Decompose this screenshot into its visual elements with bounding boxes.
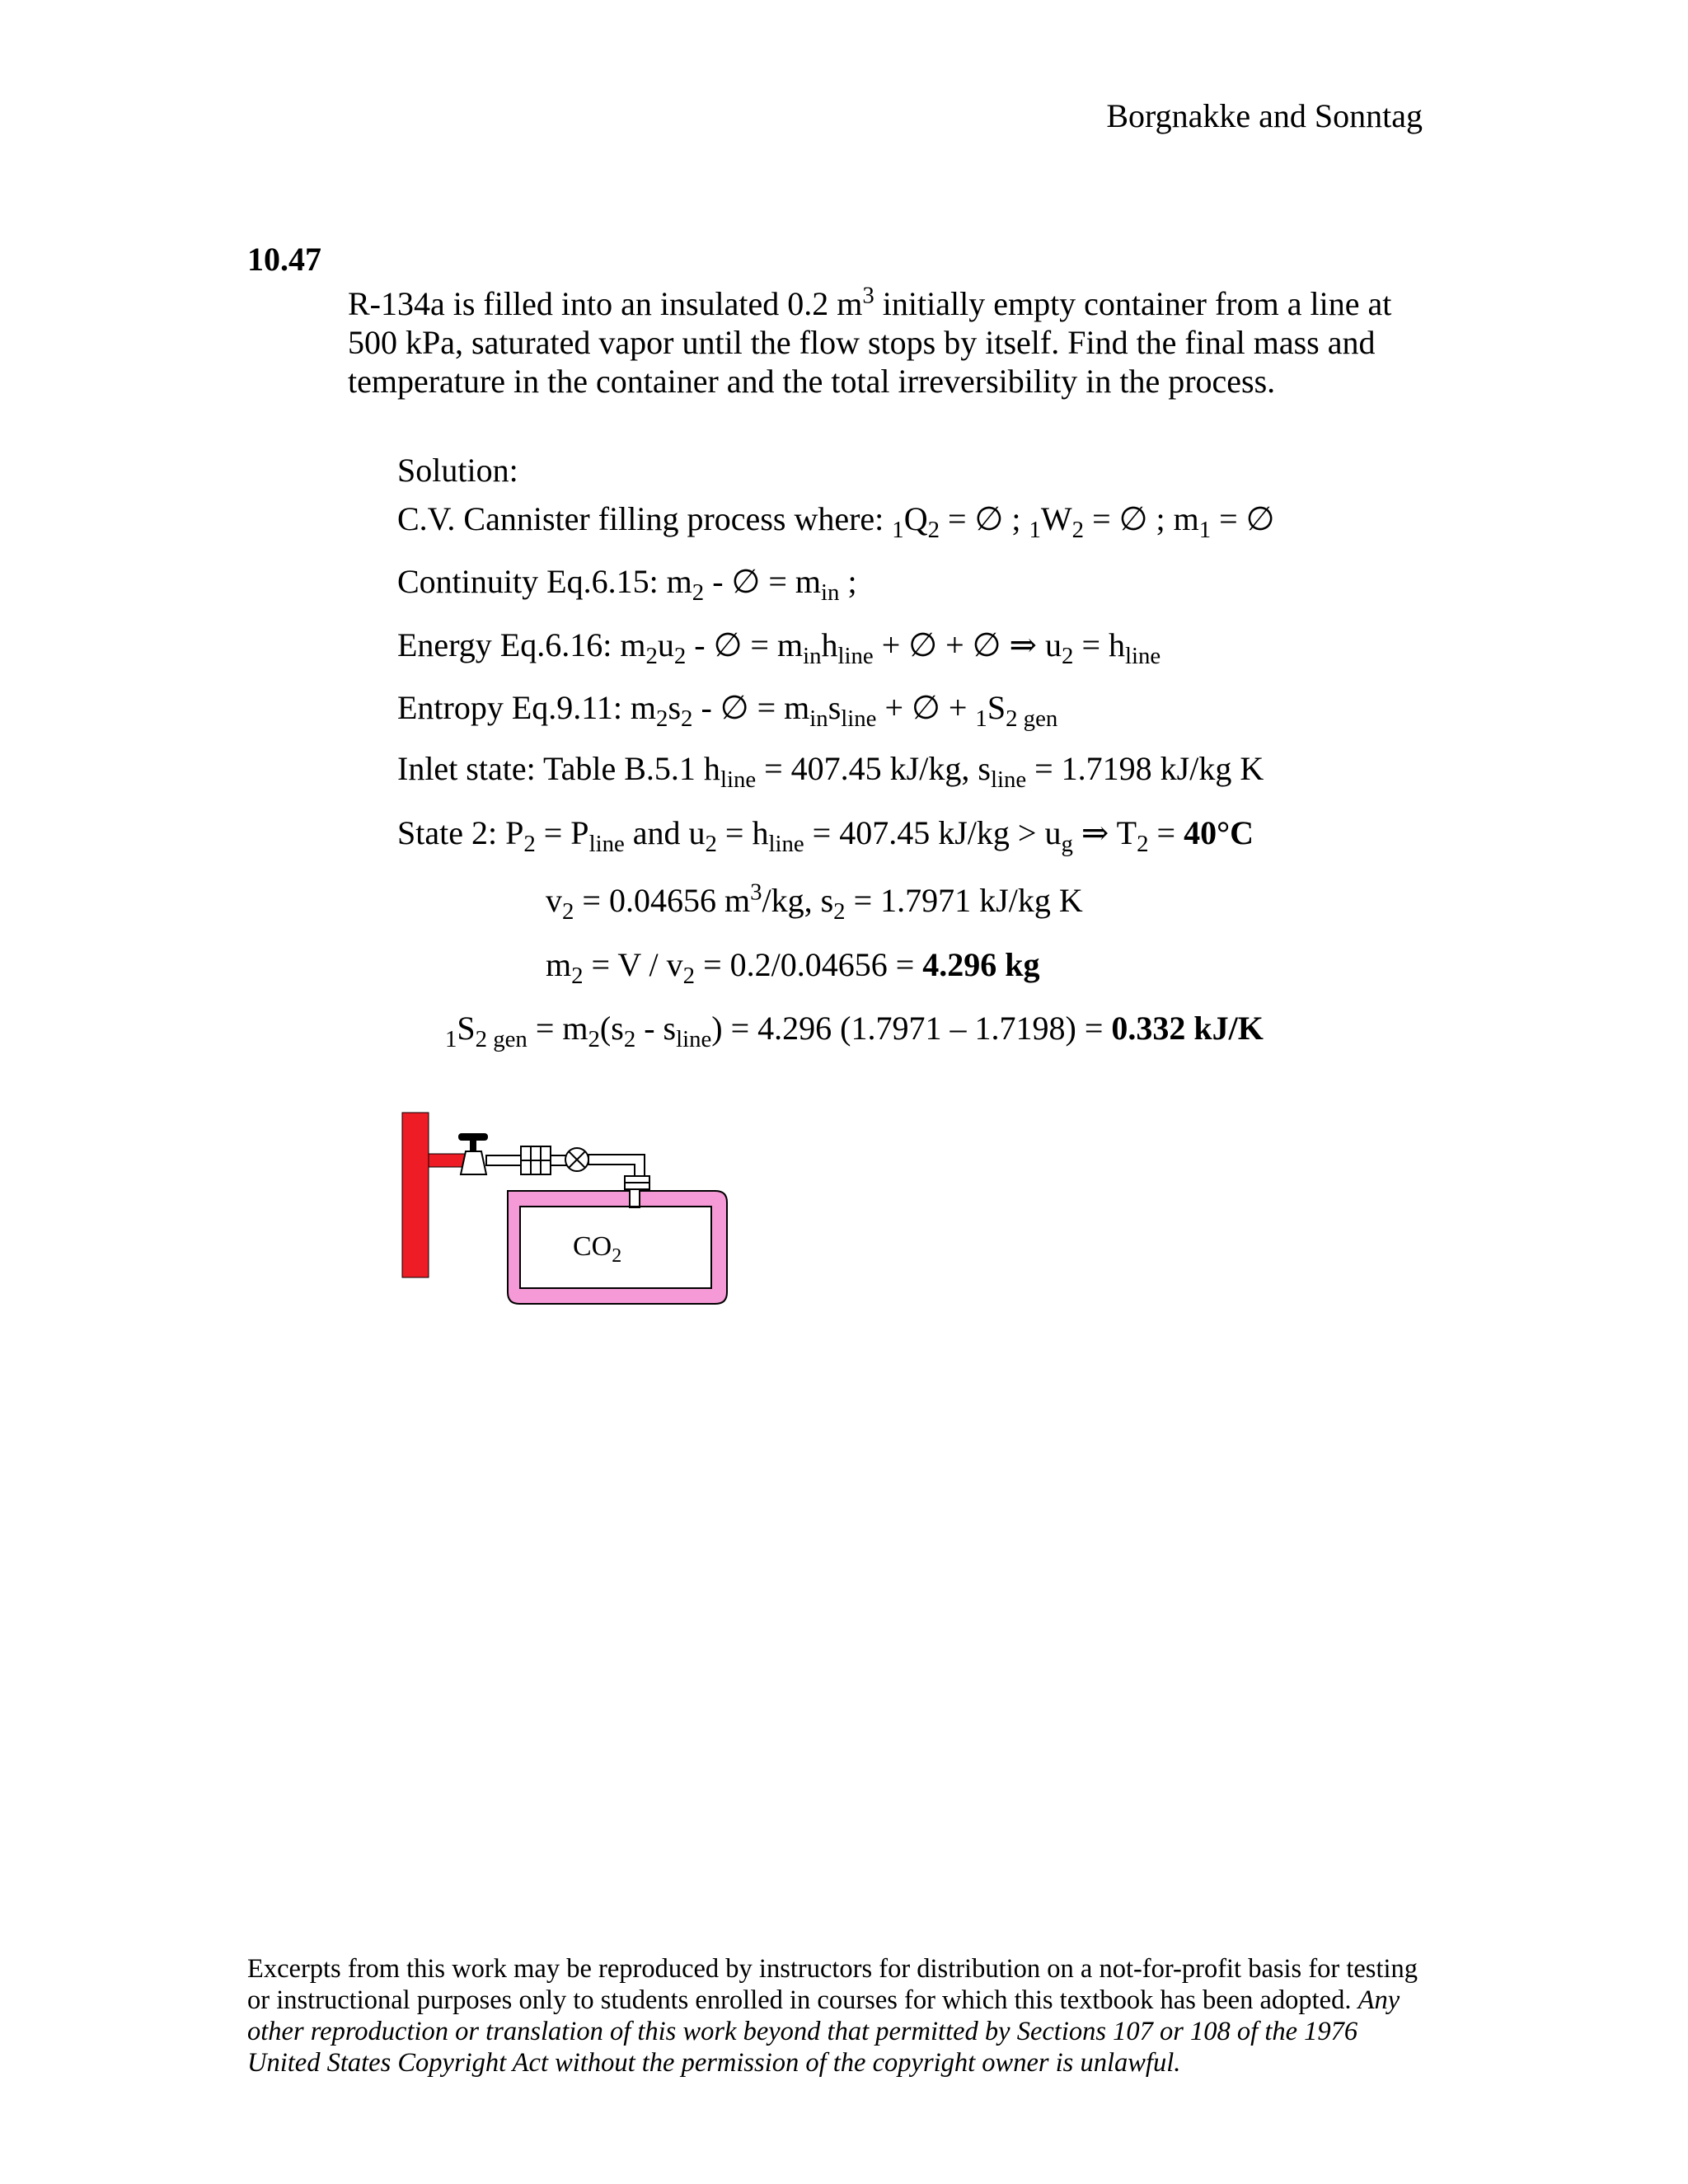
sg-a: 1 bbox=[445, 1026, 457, 1053]
en-l: line bbox=[1125, 643, 1161, 670]
sg-g: 2 bbox=[623, 1026, 636, 1053]
footer-text: Excerpts from this work may be reproduced by instructors for distribution on a not-for-profit basis for testing or instructional purposes only to students enrolled in courses for which this textbook has been adopted. bbox=[247, 1954, 1418, 2015]
tank-label-co: CO bbox=[573, 1231, 612, 1262]
in-c: = 407.45 kJ/kg, s bbox=[756, 750, 991, 787]
valve-body bbox=[461, 1151, 486, 1174]
problem-text-sup: 3 bbox=[862, 282, 874, 309]
sg-h: - s bbox=[635, 1010, 677, 1047]
tank-label-sub: 2 bbox=[612, 1245, 622, 1267]
ent-l: 2 gen bbox=[1006, 705, 1058, 733]
pipe-elbow bbox=[588, 1155, 645, 1176]
cv-a: C.V. Cannister filling process where: bbox=[397, 500, 893, 537]
m2-d: 2 bbox=[682, 963, 696, 990]
filling-diagram-svg bbox=[396, 1108, 742, 1315]
st-a: State 2: P bbox=[397, 814, 524, 851]
inlet-state bbox=[397, 750, 1264, 794]
st-k: ⇒ T bbox=[1072, 814, 1137, 851]
in-b: line bbox=[720, 766, 757, 794]
cv-e: = ∅ ; bbox=[939, 500, 1029, 537]
en-a: Energy Eq.6.16: m bbox=[397, 626, 646, 663]
cv-g: W bbox=[1040, 500, 1072, 537]
st-c: = P bbox=[535, 814, 589, 851]
cv-d: 2 bbox=[927, 517, 940, 544]
st-i: = 407.45 kJ/kg > u bbox=[804, 814, 1062, 851]
branch-pipe bbox=[429, 1154, 466, 1167]
cv-i: = ∅ ; m bbox=[1084, 500, 1199, 537]
valve-stem bbox=[470, 1140, 476, 1151]
supply-line-pipe bbox=[402, 1113, 429, 1277]
st-h: line bbox=[768, 831, 804, 858]
problem-text-1: R-134a is filled into an insulated 0.2 m bbox=[348, 285, 863, 322]
st-e: and u bbox=[624, 814, 706, 851]
sg-f: (s bbox=[599, 1010, 624, 1047]
continuity-equation bbox=[397, 563, 857, 607]
en-h: line bbox=[837, 643, 874, 670]
en-d: 2 bbox=[673, 643, 687, 670]
ent-e: - ∅ = m bbox=[692, 689, 810, 726]
v2-d: 3 bbox=[750, 879, 762, 906]
en-f: in bbox=[803, 643, 822, 670]
ent-g: s bbox=[828, 689, 842, 726]
v2-g: = 1.7971 kJ/kg K bbox=[845, 882, 1083, 919]
sg-c: 2 gen bbox=[475, 1026, 528, 1053]
in-a: Inlet state: Table B.5.1 h bbox=[397, 750, 720, 787]
st-f: 2 bbox=[705, 831, 717, 858]
sgen-line bbox=[445, 1010, 1264, 1053]
v2-a: v bbox=[546, 882, 562, 919]
valve-handle-icon bbox=[458, 1133, 488, 1141]
v2-f: 2 bbox=[833, 898, 846, 926]
st-b: 2 bbox=[523, 831, 536, 858]
ent-d: 2 bbox=[681, 705, 693, 733]
pipe-2 bbox=[551, 1155, 567, 1165]
ent-c: s bbox=[668, 689, 682, 726]
st-j: g bbox=[1061, 831, 1073, 858]
sg-k: 0.332 kJ/K bbox=[1111, 1010, 1264, 1047]
sg-d: = m bbox=[527, 1010, 588, 1047]
cont-b: 2 bbox=[692, 579, 705, 607]
en-c: u bbox=[657, 626, 674, 663]
m2-b: 2 bbox=[571, 963, 584, 990]
cv-h: 2 bbox=[1071, 517, 1085, 544]
ent-f: in bbox=[809, 705, 828, 733]
en-b: 2 bbox=[645, 643, 658, 670]
sg-i: line bbox=[676, 1026, 712, 1053]
filling-diagram bbox=[396, 1108, 742, 1323]
cv-c: Q bbox=[903, 500, 928, 537]
problem-text-2: initially empty container from a line at 500 kPa, saturated vapor until the flow stops by itself. Find the final mass and temperature in the container and the total irreversibility in the process. bbox=[348, 285, 1392, 400]
en-i: + ∅ + ∅ ⇒ u bbox=[873, 626, 1062, 663]
st-d: line bbox=[588, 831, 625, 858]
en-g: h bbox=[821, 626, 838, 663]
sg-b: S bbox=[457, 1010, 476, 1047]
in-d: line bbox=[990, 766, 1027, 794]
ent-h: line bbox=[841, 705, 877, 733]
entropy-equation bbox=[397, 689, 1058, 733]
in-e: = 1.7198 kJ/kg K bbox=[1026, 750, 1264, 787]
en-j: 2 bbox=[1062, 643, 1074, 670]
m2-line bbox=[546, 946, 1040, 990]
energy-equation bbox=[397, 626, 1161, 670]
ent-j: 1 bbox=[975, 705, 987, 733]
pipe-1 bbox=[486, 1155, 521, 1165]
cv-f: 1 bbox=[1029, 517, 1041, 544]
v2-line bbox=[546, 879, 1083, 926]
header-author: Borgnakke and Sonntag bbox=[1106, 97, 1423, 134]
m2-a: m bbox=[546, 946, 572, 983]
footer-italic: Any other reproduction or translation of this work beyond that permitted by Sections 107 or 108 of the 1976 United States Copyright Act without the permission of the copyright owner is unlawful. bbox=[247, 1985, 1400, 2078]
copyright-footer bbox=[247, 1953, 1434, 2079]
st-n: 40°C bbox=[1184, 814, 1254, 851]
ent-a: Entropy Eq.9.11: m bbox=[397, 689, 657, 726]
tank-label bbox=[573, 1231, 621, 1267]
cont-a: Continuity Eq.6.15: m bbox=[397, 563, 692, 600]
v2-b: 2 bbox=[562, 898, 574, 926]
cv-k: = ∅ bbox=[1211, 500, 1275, 537]
m2-f: 4.296 kg bbox=[922, 946, 1040, 983]
st-m: = bbox=[1148, 814, 1184, 851]
cv-b: 1 bbox=[892, 517, 904, 544]
cv-equation bbox=[397, 500, 1275, 544]
ent-b: 2 bbox=[656, 705, 668, 733]
problem-number: 10.47 bbox=[247, 241, 321, 278]
m2-c: = V / v bbox=[583, 946, 683, 983]
ent-k: S bbox=[987, 689, 1006, 726]
sg-j: ) = 4.296 (1.7971 – 1.7198) = bbox=[711, 1010, 1112, 1047]
v2-c: = 0.04656 m bbox=[574, 882, 751, 919]
m2-e: = 0.2/0.04656 = bbox=[695, 946, 923, 983]
sg-e: 2 bbox=[588, 1026, 600, 1053]
ent-i: + ∅ + bbox=[876, 689, 976, 726]
st-l: 2 bbox=[1137, 831, 1149, 858]
en-e: - ∅ = m bbox=[686, 626, 804, 663]
state-2 bbox=[397, 814, 1254, 858]
cont-e: ; bbox=[839, 563, 857, 600]
solution-label: Solution: bbox=[397, 452, 518, 489]
v2-e: /kg, s bbox=[762, 882, 834, 919]
problem-statement bbox=[348, 284, 1436, 401]
st-g: = h bbox=[716, 814, 769, 851]
en-k: = h bbox=[1073, 626, 1125, 663]
cont-d: in bbox=[821, 579, 840, 607]
cont-c: - ∅ = m bbox=[704, 563, 822, 600]
cv-j: 1 bbox=[1198, 517, 1212, 544]
